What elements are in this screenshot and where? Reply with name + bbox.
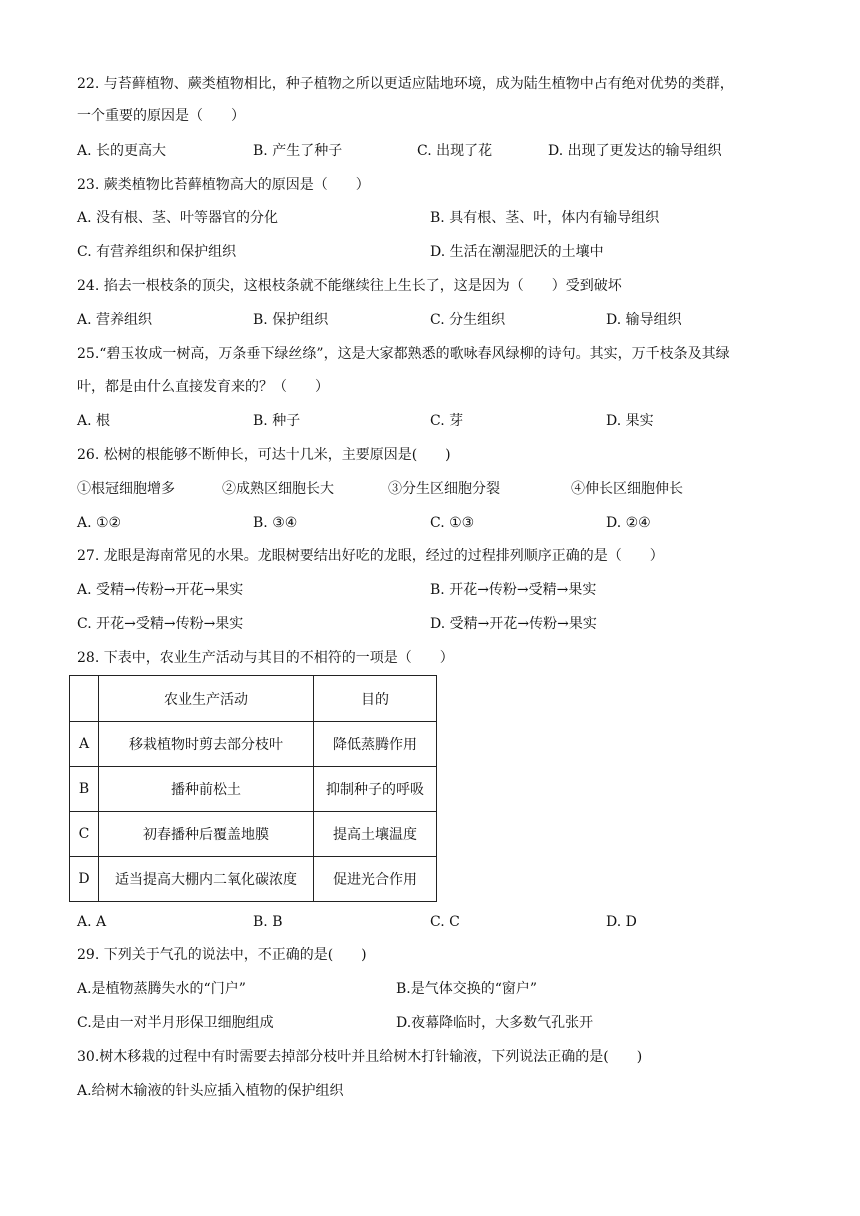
q25-option-c[interactable]: C. 芽 — [430, 413, 464, 429]
q27-option-c[interactable]: C. 开花→受精→传粉→果实 — [77, 616, 244, 632]
table-cell: D — [70, 857, 99, 902]
q23-option-c[interactable]: C. 有营养组织和保护组织 — [77, 244, 237, 260]
q25-option-a[interactable]: A. 根 — [77, 413, 111, 429]
table-header-row — [70, 676, 437, 722]
q23-option-d[interactable]: D. 生活在潮湿肥沃的土壤中 — [430, 244, 604, 260]
table-header-cell: 目的 — [314, 676, 437, 722]
q27-option-a[interactable]: A. 受精→传粉→开花→果实 — [77, 582, 244, 598]
q28-stem: 28. 下表中，农业生产活动与其目的不相符的一项是（ ） — [77, 650, 454, 666]
q28-table — [69, 675, 437, 902]
q22-stem-line2: 一个重要的原因是（ ） — [77, 108, 245, 124]
q25-stem-line2: 叶，都是由什么直接发育来的？（ ） — [77, 379, 329, 395]
table-cell: 移栽植物时剪去部分枝叶 — [99, 722, 314, 767]
q26-item-1: ①根冠细胞增多 — [77, 481, 175, 497]
q26-item-4: ④伸长区细胞伸长 — [571, 481, 683, 497]
q26-stem: 26. 松树的根能够不断伸长，可达十几米，主要原因是( ) — [77, 447, 451, 463]
q25-stem-line1: 25.“碧玉妆成一树高，万条垂下绿丝绦”，这是大家都熟悉的歌咏春风绿柳的诗句。其实，万千枝条及其绿 — [77, 346, 730, 362]
q30-stem: 30.树木移栽的过程中有时需要去掉部分枝叶并且给树木打针输液，下列说法正确的是( ) — [77, 1049, 643, 1065]
table-cell: A — [70, 722, 99, 767]
q22-option-c[interactable]: C. 出现了花 — [417, 143, 493, 159]
table-cell: 降低蒸腾作用 — [314, 722, 437, 767]
table-cell: B — [70, 767, 99, 812]
table-row — [70, 767, 437, 812]
q27-option-d[interactable]: D. 受精→开花→传粉→果实 — [430, 616, 597, 632]
q28-option-c[interactable]: C. C — [430, 914, 460, 930]
q23-option-b[interactable]: B. 具有根、茎、叶，体内有输导组织 — [430, 210, 660, 226]
q26-option-d[interactable]: D. ②④ — [606, 515, 651, 531]
table-cell: 初春播种后覆盖地膜 — [99, 812, 314, 857]
q22-option-a[interactable]: A. 长的更高大 — [77, 143, 167, 159]
q22-option-b[interactable]: B. 产生了种子 — [253, 143, 343, 159]
q24-option-b[interactable]: B. 保护组织 — [253, 312, 329, 328]
table-cell: 适当提高大棚内二氧化碳浓度 — [99, 857, 314, 902]
table-cell: 提高土壤温度 — [314, 812, 437, 857]
q29-option-d[interactable]: D.夜幕降临时，大多数气孔张开 — [396, 1015, 594, 1031]
table-cell: 播种前松土 — [99, 767, 314, 812]
q24-stem: 24. 掐去一根枝条的顶尖，这根枝条就不能继续往上生长了，这是因为（ ）受到破坏 — [77, 278, 622, 294]
q29-option-c[interactable]: C.是由一对半月形保卫细胞组成 — [77, 1015, 274, 1031]
q30-option-a[interactable]: A.给树木输液的针头应插入植物的保护组织 — [77, 1083, 344, 1099]
q28-option-b[interactable]: B. B — [253, 914, 283, 930]
q24-option-a[interactable]: A. 营养组织 — [77, 312, 153, 328]
q26-item-2: ②成熟区细胞长大 — [222, 481, 334, 497]
q29-option-a[interactable]: A.是植物蒸腾失水的“门户” — [77, 981, 246, 997]
q27-stem: 27. 龙眼是海南常见的水果。龙眼树要结出好吃的龙眼，经过的过程排列顺序正确的是（ ） — [77, 548, 664, 564]
q26-option-b[interactable]: B. ③④ — [253, 515, 298, 531]
table-cell: 抑制种子的呼吸 — [314, 767, 437, 812]
table-header-cell — [70, 676, 99, 722]
q26-option-c[interactable]: C. ①③ — [430, 515, 475, 531]
q26-item-3: ③分生区细胞分裂 — [388, 481, 500, 497]
q28-option-a[interactable]: A. A — [77, 914, 107, 930]
q28-option-d[interactable]: D. D — [606, 914, 637, 930]
q22-stem-line1: 22. 与苔藓植物、蕨类植物相比，种子植物之所以更适应陆地环境，成为陆生植物中占有绝对优势的类群， — [77, 76, 734, 92]
q29-stem: 29. 下列关于气孔的说法中，不正确的是( ) — [77, 947, 367, 963]
q25-option-b[interactable]: B. 种子 — [253, 413, 301, 429]
table-header-cell: 农业生产活动 — [99, 676, 314, 722]
q27-option-b[interactable]: B. 开花→传粉→受精→果实 — [430, 582, 597, 598]
q23-stem: 23. 蕨类植物比苔藓植物高大的原因是（ ） — [77, 177, 370, 193]
q24-option-d[interactable]: D. 输导组织 — [606, 312, 682, 328]
q26-option-a[interactable]: A. ①② — [77, 515, 122, 531]
q23-option-a[interactable]: A. 没有根、茎、叶等器官的分化 — [77, 210, 279, 226]
table-row — [70, 857, 437, 902]
table-cell: 促进光合作用 — [314, 857, 437, 902]
q25-option-d[interactable]: D. 果实 — [606, 413, 654, 429]
q29-option-b[interactable]: B.是气体交换的“窗户” — [396, 981, 538, 997]
table-row — [70, 812, 437, 857]
table-cell: C — [70, 812, 99, 857]
table-row — [70, 722, 437, 767]
q24-option-c[interactable]: C. 分生组织 — [430, 312, 506, 328]
q22-option-d[interactable]: D. 出现了更发达的输导组织 — [548, 143, 722, 159]
